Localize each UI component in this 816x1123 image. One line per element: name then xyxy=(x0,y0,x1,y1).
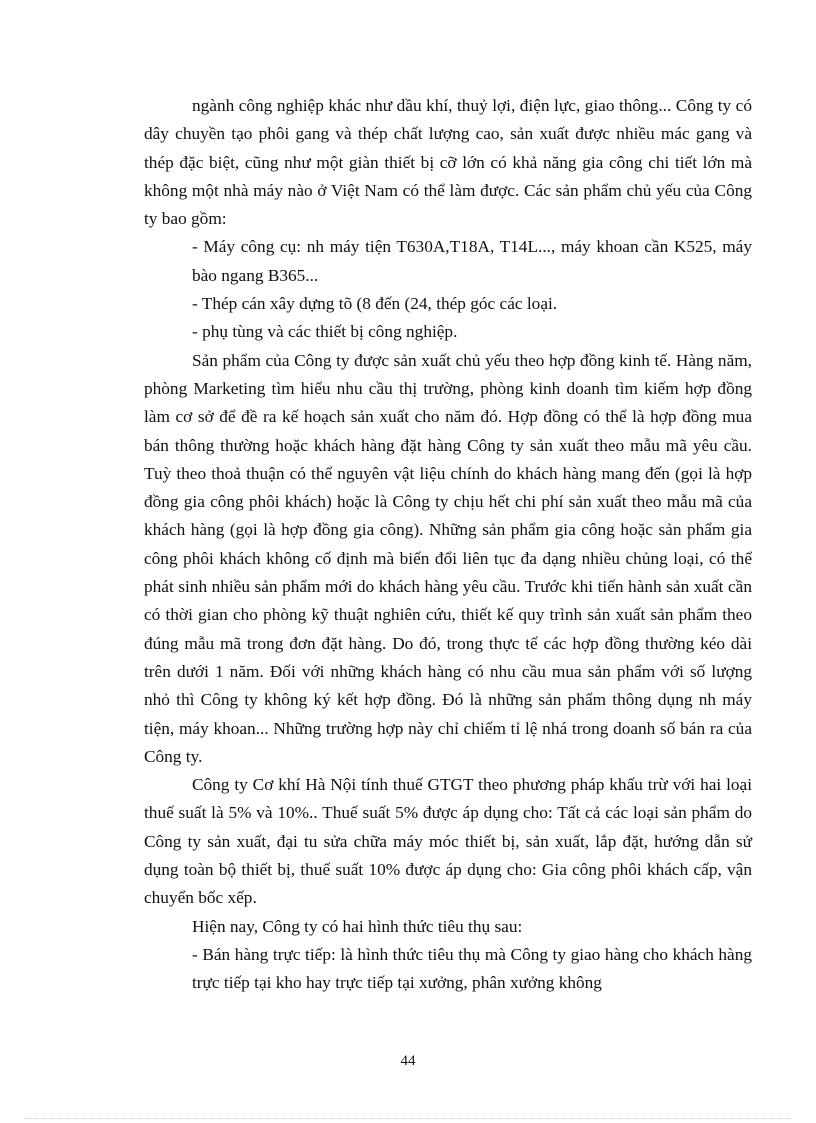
paragraph-intro: ngành công nghiệp khác như dầu khí, thuỷ lợi, điện lực, giao thông... Công ty có dây chuyền tạo phôi gang và thép chất lượng cao, sản xuất được nhiều mác gang và thép đặc biệt, cũng như một giàn thiết bị cỡ lớn có khả năng gia công chi tiết lớn mà không một nhà máy nào ở Việt Nam có thể làm được. Các sản phẩm chủ yếu của Công ty bao gồm: xyxy=(144,96,752,229)
bullet-direct-sales: - Bán hàng trực tiếp: là hình thức tiêu thụ mà Công ty giao hàng cho khách hàng trực tiếp tại kho hay trực tiếp tại xưởng, phân xưởng không xyxy=(192,944,752,993)
bullet-machine-tools: - Máy công cụ: nh máy tiện T630A,T18A, T14L..., máy khoan cần K525, máy bào ngang B365... xyxy=(192,237,752,285)
paragraph-contracts: Sản phẩm của Công ty được sản xuất chủ yếu theo hợp đồng kinh tế. Hàng năm, phòng Marketing tìm hiểu nhu cầu thị trường, phòng kinh doanh tìm kiếm hợp đồng làm cơ sở để đề ra kế hoạch sản xuất cho năm đó. Hợp đồng có thể là hợp đồng mua bán thông thường hoặc khách hàng đặt hàng Công ty sản xuất theo mẫu mã yêu cầu. Tuỳ theo thoả thuận có thể nguyên vật liệu chính do khách hàng mang đến (gọi là hợp đồng gia công phôi khách) hoặc là Công ty chịu hết chi phí sản xuất theo mẫu mã của khách hàng (gọi là hợp đồng gia công). Những sản phẩm gia công hoặc sản phẩm gia công phôi khách không cố định mà biến đổi liên tục đa dạng nhiều chủng loại, có thể phát sinh nhiều sản phẩm mới do khách hàng yêu cầu. Trước khi tiến hành sản xuất cần có thời gian cho phòng kỹ thuật nghiên cứu, thiết kế quy trình sản xuất sản phẩm theo đúng mẫu mã trong đơn đặt hàng. Do đó, trong thực tế các hợp đồng thường kéo dài trên dưới 1 năm. Đối với những khách hàng có nhu cầu mua sản phẩm với số lượng nhỏ thì Công ty không ký kết hợp đồng. Đó là những sản phẩm thông dụng nh máy tiện, máy khoan... Những trường hợp này chỉ chiếm tỉ lệ nhá trong doanh số bán ra của Công ty. xyxy=(144,350,752,766)
paragraph-sales-forms: Hiện nay, Công ty có hai hình thức tiêu thụ sau: xyxy=(192,916,523,936)
bullet-spare-parts: - phụ tùng và các thiết bị công nghiệp. xyxy=(192,322,458,342)
bullet-rolled-steel: - Thép cán xây dựng tõ (8 đến (24, thép góc các loại. xyxy=(192,294,558,314)
page-bottom-border xyxy=(24,1118,792,1119)
paragraph-vat: Công ty Cơ khí Hà Nội tính thuế GTGT theo phương pháp khấu trừ với hai loại thuế suất là 5% và 10%.. Thuế suất 5% được áp dụng cho: Tất cả các loại sản phẩm do Công ty sản xuất, đại tu sửa chữa máy móc thiết bị, sản xuất, lắp đặt, hướng dẫn sử dụng toàn bộ thiết bị, thuế suất 10% được áp dụng cho: Gia công phôi khách cấp, vận chuyển bốc xếp. xyxy=(144,775,752,908)
page-number: 44 xyxy=(400,1053,416,1069)
page-body xyxy=(144,92,752,998)
